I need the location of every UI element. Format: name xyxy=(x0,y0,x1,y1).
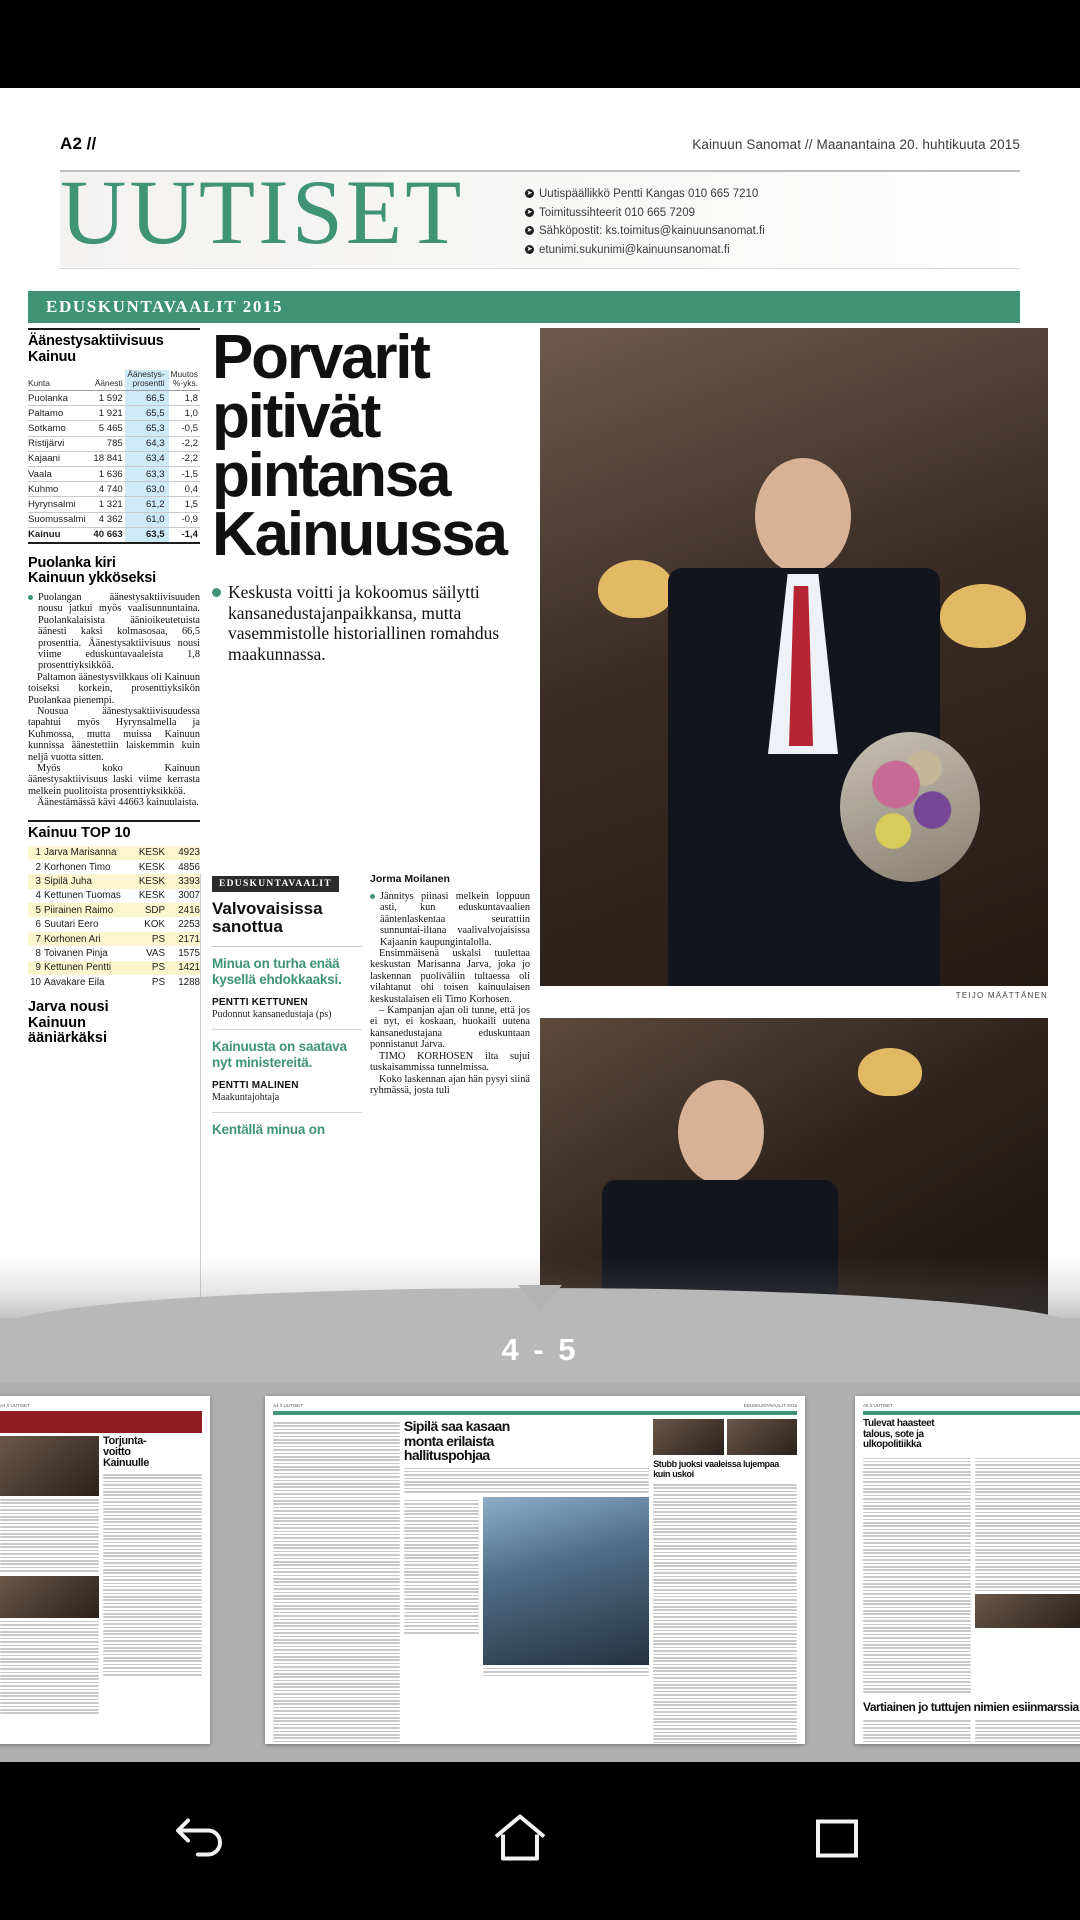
cell-prosentti: 63,3 xyxy=(125,466,169,481)
headline-line-2: pitivät xyxy=(212,382,380,451)
cell-kunta: Puolanka xyxy=(28,391,91,406)
left-article-para xyxy=(28,592,200,672)
side-article-para xyxy=(370,891,530,948)
thumbnail-column xyxy=(975,1455,1080,1695)
quote-attribution-name: PENTTI MALINEN xyxy=(212,1080,299,1091)
thumbnail-content xyxy=(855,1396,1080,1744)
thumbnail-column xyxy=(404,1419,649,1744)
cell-votes: 1575 xyxy=(178,947,200,959)
thumbnail-headline-l1: Sipilä saa kasaan xyxy=(403,1418,510,1434)
top10-table xyxy=(28,846,200,990)
th-muutos-l1: Muutos xyxy=(170,369,198,379)
byline: Jorma Moilanen xyxy=(370,873,450,885)
list-item xyxy=(28,961,200,975)
back-button[interactable] xyxy=(168,1807,232,1876)
cell-prosentti: 66,5 xyxy=(125,391,169,406)
thumbnail-subcolumns xyxy=(404,1497,649,1678)
table-row xyxy=(28,391,200,406)
list-item xyxy=(28,917,200,931)
cell-name: Korhonen Ari xyxy=(44,933,101,945)
thumbnail-columns xyxy=(273,1419,797,1744)
thumbnail-folio-row xyxy=(863,1403,1080,1408)
person-head xyxy=(678,1080,764,1184)
cell-party: KOK xyxy=(144,919,165,931)
stats-title-line1: Äänestysaktiivisuus xyxy=(28,333,164,349)
thumbnail-photo xyxy=(483,1497,649,1665)
pendant-lamp-icon xyxy=(940,584,1026,648)
quote-box-divider xyxy=(200,873,201,1318)
table-row xyxy=(28,421,200,436)
cell-party: KESK xyxy=(138,847,165,859)
left-bottom-l2: Kainuun xyxy=(28,1014,86,1031)
stats-title-line2: Kainuu xyxy=(28,348,76,365)
thumbnail-text-lines xyxy=(975,1458,1080,1592)
thumbnail-photo xyxy=(975,1594,1080,1628)
cell-rank: 2 xyxy=(35,861,41,873)
thumbnail-text-lines xyxy=(863,1458,971,1694)
quote-box-title-l2: sanottua xyxy=(212,917,283,936)
cell-aanesti: 785 xyxy=(91,436,124,451)
cell-prosentti: 65,3 xyxy=(125,421,169,436)
th-prosentti xyxy=(125,370,169,391)
thumbnail-column xyxy=(863,1717,971,1744)
stats-title xyxy=(28,334,200,365)
left-article-title-l1: Puolanka kiri xyxy=(28,554,116,571)
cell-votes: 3393 xyxy=(178,876,200,888)
thumbnail-headline-l3: ulkopolitiikka xyxy=(863,1439,922,1450)
thumbnail-photo xyxy=(0,1576,99,1618)
cell-kunta: Paltamo xyxy=(28,406,91,421)
cell-muutos: 0,4 xyxy=(169,482,200,497)
person-head xyxy=(755,458,851,574)
cell-rank: 5 xyxy=(35,904,41,916)
cell-kunta: Vaala xyxy=(28,466,91,481)
masthead-date: Kainuun Sanomat // Maanantaina 20. huhtikuuta 2015 xyxy=(692,137,1020,152)
contact-item xyxy=(525,205,945,221)
left-article-para: Äänestämässä kävi 44663 kainuulaista. xyxy=(37,797,199,809)
thumbnail-headline-l3: Kainuulle xyxy=(103,1457,149,1469)
headline-line-3: pintansa xyxy=(212,441,450,510)
table-row xyxy=(28,466,200,481)
pendant-lamp-icon xyxy=(858,1048,922,1096)
left-article-para: Nousua äänestysaktiivisuudessa tapahtui myös Hyrynsalmella ja Kuhmossa, mutta muissa Kainuun kunnissa äänestettiin laiskemmin kuin neljä vuotta sitten. xyxy=(28,705,200,763)
thumbnail-columns xyxy=(0,1436,202,1716)
cell-kunta: Hyrynsalmi xyxy=(28,497,91,512)
left-article-para: Myös koko Kainuun äänestysaktiivisuus laski viime kerrasta melkein puolitoista prosenttiyksikköä. xyxy=(28,762,200,797)
stats-top-rule xyxy=(28,328,200,330)
thumbnail-text-lines xyxy=(483,1668,649,1676)
quote-box-title-l1: Valvovaisissa xyxy=(212,899,323,918)
thumbnail-text-lines xyxy=(404,1500,479,1634)
cell-prosentti: 61,0 xyxy=(125,512,169,527)
thumbnail-folio-row xyxy=(0,1403,202,1408)
thumbnail-headline-l1: Tulevat haasteet xyxy=(863,1418,935,1429)
thumbnail-side-headline xyxy=(653,1460,797,1479)
thumbnail-photo xyxy=(727,1419,797,1455)
cell-aanesti: 1 921 xyxy=(91,406,124,421)
cell-muutos: 1,5 xyxy=(169,497,200,512)
thumbnail-side-headline-text: Vartiainen jo tuttujen nimien esiinmarssia xyxy=(863,1699,1079,1714)
thumbnail-page[interactable] xyxy=(855,1396,1080,1744)
list-item xyxy=(28,946,200,960)
thumbnail-column xyxy=(863,1455,971,1695)
page-body xyxy=(0,323,1080,1318)
cell-rank: 9 xyxy=(35,962,41,974)
cell-name: Kettunen Pentti xyxy=(44,962,111,974)
arrow-bullet-icon: ➤ xyxy=(526,190,533,197)
cell-kunta: Suomussalmi xyxy=(28,512,91,527)
cell-name: Korhonen Timo xyxy=(44,861,111,873)
page-header xyxy=(60,134,1020,160)
side-article-para: Ensimmäisenä uskalsi tuulettaa keskustan Marisanna Jarva, joka jo laskennan puoliväliin tultaessa oli vilahtanut ohi toisen kainuulaisen keskustalaisen eli Timo Korhosen. xyxy=(370,948,530,1005)
cell-name: Sipilä Juha xyxy=(44,876,92,888)
quote-separator xyxy=(212,1029,362,1030)
cell-prosentti: 63,4 xyxy=(125,451,169,466)
thumbnail-text-lines xyxy=(863,1720,971,1744)
thumbnail-page[interactable] xyxy=(0,1396,210,1744)
cell-aanesti: 18 841 xyxy=(91,451,124,466)
cell-votes: 3007 xyxy=(178,890,200,902)
cell-votes: 1421 xyxy=(178,962,200,974)
cell-votes: 2253 xyxy=(178,919,200,931)
masthead-title: UUTISET xyxy=(60,161,465,263)
contact-list xyxy=(525,186,945,260)
cell-kunta: Kainuu xyxy=(28,527,91,543)
side-article-column xyxy=(370,873,530,1096)
thumbnail-headline-l2: monta erilaista xyxy=(403,1432,494,1449)
th-prosentti-l2: prosentti xyxy=(132,378,165,388)
thumbnail-text-lines xyxy=(273,1422,400,1744)
page-folio: A2 xyxy=(60,134,83,153)
left-bottom-l3: ääniärkäksi xyxy=(28,1030,108,1047)
cell-party: VAS xyxy=(146,947,165,959)
quote-attribution-role: Maakuntajohtaja xyxy=(212,1092,280,1103)
left-bottom-l1: Jarva nousi xyxy=(28,999,109,1016)
thumbnail-section: EDUSKUNTAVAALIT 2015 xyxy=(743,1403,797,1408)
cell-prosentti: 64,3 xyxy=(125,436,169,451)
bullet-dot-icon xyxy=(370,894,375,899)
cell-aanesti: 4 740 xyxy=(91,482,124,497)
left-column xyxy=(28,328,200,1047)
cell-name: Suutari Eero xyxy=(44,919,99,931)
section-banner xyxy=(28,291,1020,323)
quote-box-tag: EDUSKUNTAVAALIT xyxy=(212,876,339,892)
table-row xyxy=(28,497,200,512)
thumbnail-headline-l2: voitto xyxy=(103,1446,131,1458)
left-article-para-text: Puolangan äänestysaktiivisuuden nousu jatkui myös vaalisunnuntaina. Puolankalaisista äänioikeutetuista äänesti kaksi kolmasosaa, 66,5 prosenttia. Äänestysaktiivisuus nousi viime eduskuntavaaleista 1,8 prosenttiyksikköä. xyxy=(38,591,200,672)
thumbnail-column xyxy=(0,1436,99,1716)
table-row xyxy=(28,451,200,466)
contact-text: Toimitussihteerit 010 665 7209 xyxy=(539,206,695,219)
cell-party: PS xyxy=(151,933,165,945)
cell-votes: 4856 xyxy=(178,861,200,873)
quote-item xyxy=(212,1122,362,1138)
table-row xyxy=(28,482,200,497)
th-muutos xyxy=(169,370,200,391)
arrow-bullet-icon: ➤ xyxy=(526,227,533,234)
flower-bouquet xyxy=(840,732,980,882)
thumbnail-folio: A5 // UUTISET xyxy=(863,1403,893,1408)
left-article-title xyxy=(28,556,200,587)
thumbnail-text-lines xyxy=(975,1720,1080,1744)
table-row xyxy=(28,406,200,421)
quote-text: Kentällä minua on xyxy=(212,1122,325,1137)
cell-muutos: -1,5 xyxy=(169,466,200,481)
cell-rank: 8 xyxy=(35,947,41,959)
thumbnail-text-lines xyxy=(404,1468,649,1493)
cell-prosentti: 63,0 xyxy=(125,482,169,497)
contact-item xyxy=(525,186,945,202)
cell-muutos: 1,8 xyxy=(169,391,200,406)
left-bottom-headline xyxy=(28,1000,200,1047)
cell-muutos: -1,4 xyxy=(169,527,200,543)
thumbnail-folio-row xyxy=(273,1403,797,1408)
thumbnail-headline-l3: hallituspohjaa xyxy=(403,1447,490,1463)
list-item xyxy=(28,903,200,917)
top10-rule xyxy=(28,820,200,822)
thumbnail-page[interactable] xyxy=(265,1396,805,1744)
cell-rank: 3 xyxy=(35,876,41,888)
thumbnail-text-lines xyxy=(0,1621,99,1714)
secondary-photo xyxy=(540,1018,1048,1318)
thumbnail-content xyxy=(0,1396,210,1744)
cell-rank: 7 xyxy=(35,933,41,945)
list-item xyxy=(28,889,200,903)
cell-rank: 10 xyxy=(30,976,41,988)
thumbnail-folio: A4 // UUTISET xyxy=(0,1403,30,1408)
th-kunta: Kunta xyxy=(28,370,91,391)
cell-muutos: -0,9 xyxy=(169,512,200,527)
thumbnail-column xyxy=(975,1717,1080,1744)
cell-name: Kettunen Tuomas xyxy=(44,890,121,902)
list-item xyxy=(28,874,200,888)
cell-muutos: 1,0 xyxy=(169,406,200,421)
quote-text: Kainuusta on saatava nyt ministereitä. xyxy=(212,1039,347,1070)
quote-separator xyxy=(212,1112,362,1113)
cell-rank: 6 xyxy=(35,919,41,931)
thumbnail-text-lines xyxy=(0,1499,99,1572)
headline-line-4: Kainuussa xyxy=(212,500,506,569)
cell-prosentti: 65,5 xyxy=(125,406,169,421)
bullet-dot-icon xyxy=(28,595,33,600)
newspaper-page[interactable] xyxy=(0,88,1080,1318)
thumbnail-column xyxy=(103,1436,202,1716)
quote-item xyxy=(212,956,362,1020)
bullet-dot-icon xyxy=(212,588,221,597)
list-item xyxy=(28,975,200,989)
cell-aanesti: 1 636 xyxy=(91,466,124,481)
android-navigation-bar xyxy=(0,1762,1080,1920)
cell-party: PS xyxy=(151,962,165,974)
cell-rank: 4 xyxy=(35,890,41,902)
table-header-row xyxy=(28,370,200,391)
th-prosentti-l1: Äänestys- xyxy=(127,369,165,379)
main-lead xyxy=(212,582,530,664)
side-article-para: TIMO KORHOSEN ilta sujui tuskaisammissa tunnelmissa. xyxy=(370,1050,530,1074)
cell-muutos: -2,2 xyxy=(169,451,200,466)
arrow-bullet-icon: ➤ xyxy=(526,245,533,253)
quote-box-title xyxy=(212,900,362,936)
thumbnail-columns xyxy=(863,1717,1080,1744)
cell-name: Aavakare Eila xyxy=(44,976,105,988)
masthead-bottom-rule xyxy=(60,268,1020,269)
cell-party: KESK xyxy=(138,876,165,888)
main-lead-text: Keskusta voitti ja kokoomus säilytti kansanedustajanpaikkansa, mutta vasemmistolle historiallinen romahdus maakunnassa. xyxy=(228,582,500,664)
cell-aanesti: 1 592 xyxy=(91,391,124,406)
thumbnail-green-banner xyxy=(273,1411,797,1415)
page-thumbnail-strip[interactable] xyxy=(0,1382,1080,1762)
contact-item xyxy=(525,242,945,258)
headline-line-1: Porvarit xyxy=(212,323,429,392)
table-row xyxy=(28,512,200,527)
cell-name: Jarva Marisanna xyxy=(44,847,117,859)
cell-prosentti: 63,5 xyxy=(125,527,169,543)
cell-party: PS xyxy=(151,976,165,988)
cell-kunta: Kuhmo xyxy=(28,482,91,497)
contact-item xyxy=(525,223,945,239)
cell-party: KESK xyxy=(138,890,165,902)
cell-rank: 1 xyxy=(35,847,41,859)
thumbnail-subcolumn xyxy=(483,1497,649,1678)
thumbnail-photo xyxy=(0,1436,99,1496)
left-article-title-l2: Kainuun ykköseksi xyxy=(28,570,156,587)
pendant-lamp-icon xyxy=(598,560,674,618)
chevron-down-icon[interactable] xyxy=(518,1285,562,1311)
cell-aanesti: 40 663 xyxy=(91,527,124,543)
cell-votes: 1288 xyxy=(178,976,200,988)
cell-muutos: -2,2 xyxy=(169,436,200,451)
side-article-para: Koko laskennan ajan hän pysyi siinä ryhmässä, josta tuli xyxy=(370,1073,530,1096)
list-item xyxy=(28,846,200,860)
contact-text: Uutispäällikkö Pentti Kangas 010 665 7210 xyxy=(539,188,759,200)
top10-title: Kainuu TOP 10 xyxy=(28,824,131,841)
thumbnail-headline xyxy=(863,1419,1080,1451)
contact-text: etunimi.sukunimi@kainuunsanomat.fi xyxy=(539,243,730,256)
quote-attribution-role: Pudonnut kansanedustaja (ps) xyxy=(212,1009,332,1020)
turnout-table xyxy=(28,370,200,544)
page-indicator: 4 - 5 xyxy=(0,1318,1080,1382)
quote-box-rule xyxy=(212,946,362,947)
cell-aanesti: 4 362 xyxy=(91,512,124,527)
thumbnail-text-lines xyxy=(103,1474,202,1676)
cell-prosentti: 61,2 xyxy=(125,497,169,512)
thumbnail-headline-l2: talous, sote ja xyxy=(863,1428,924,1440)
cell-party: KESK xyxy=(138,861,165,873)
thumbnail-column xyxy=(273,1419,400,1744)
quote-attribution-name: PENTTI KETTUNEN xyxy=(212,997,308,1008)
table-row xyxy=(28,436,200,451)
home-button[interactable] xyxy=(486,1805,554,1878)
thumbnail-text-lines xyxy=(653,1484,797,1744)
thumbnail-content xyxy=(265,1396,805,1744)
thumbnail-photo xyxy=(653,1419,723,1455)
side-article-para-text: Jännitys piinasi melkein loppuun asti, kun eduskuntavaalien ääntenlaskentaa seurattiin sunnuntai-iltana vaalivalvojaisissa Kajaanin kaupungintalolla. xyxy=(380,891,530,948)
thumbnail-red-banner xyxy=(0,1411,202,1433)
cell-aanesti: 1 321 xyxy=(91,497,124,512)
th-muutos-l2: %-yks. xyxy=(172,378,198,388)
quote-box xyxy=(212,873,362,1138)
main-headline xyxy=(212,323,530,569)
recent-apps-button[interactable] xyxy=(806,1808,868,1875)
thumbnail-folio: A4 // UUTISET xyxy=(273,1403,303,1408)
list-item xyxy=(28,860,200,874)
thumbnail-columns xyxy=(863,1455,1080,1695)
arrow-bullet-icon: ➤ xyxy=(526,208,533,216)
main-photo xyxy=(540,328,1048,986)
top-black-bar xyxy=(0,0,1080,88)
contact-text: Sähköpostit: ks.toimitus@kainuunsanomat.fi xyxy=(539,225,765,237)
thumbnail-headline-l1: Torjunta- xyxy=(103,1435,147,1447)
left-article-para: Paltamon äänestysvilkkaus oli Kainuun toiseksi korkein, prosenttiyksikön Puolankaa pienempi. xyxy=(28,671,200,706)
cell-kunta: Kajaani xyxy=(28,451,91,466)
folio-slashes: // xyxy=(86,134,97,153)
cell-kunta: Sotkamo xyxy=(28,421,91,436)
table-total-row xyxy=(28,527,200,543)
cell-aanesti: 5 465 xyxy=(91,421,124,436)
list-item xyxy=(28,932,200,946)
quote-item xyxy=(212,1039,362,1103)
quote-text: Minua on turha enää kysellä ehdokkaaksi. xyxy=(212,956,342,987)
thumbnail-headline xyxy=(404,1419,649,1463)
thumbnail-column xyxy=(653,1419,797,1744)
photo-credit: TEIJO MÄÄTTÄNEN xyxy=(955,991,1048,1000)
cell-name: Piirainen Raimo xyxy=(44,904,114,916)
thumbnail-green-banner xyxy=(863,1411,1080,1415)
thumbnail-subcolumn xyxy=(404,1497,479,1678)
cell-kunta: Ristijärvi xyxy=(28,436,91,451)
cell-votes: 4923 xyxy=(178,847,200,859)
section-banner-label: EDUSKUNTAVAALIT 2015 xyxy=(46,297,284,316)
cell-votes: 2171 xyxy=(178,933,200,945)
thumbnail-headline xyxy=(103,1436,202,1469)
cell-votes: 2416 xyxy=(178,904,200,916)
cell-muutos: -0,5 xyxy=(169,421,200,436)
th-aanesti: Äänesti xyxy=(91,370,124,391)
side-article-para: – Kampanjan ajan oli tunne, että jos ei nyt, ei koskaan, huokaili uutena kansanedustajana eduskuntaan ponnistanut Jarva. xyxy=(370,1005,530,1051)
thumbnail-side-headline xyxy=(863,1701,1080,1714)
cell-party: SDP xyxy=(144,904,165,916)
thumbnail-photo-row xyxy=(653,1419,797,1455)
thumbnail-side-headline-text: Stubb juoksi vaaleissa lujempaa kuin uskoi xyxy=(653,1459,779,1479)
cell-name: Toivanen Pinja xyxy=(44,947,108,959)
